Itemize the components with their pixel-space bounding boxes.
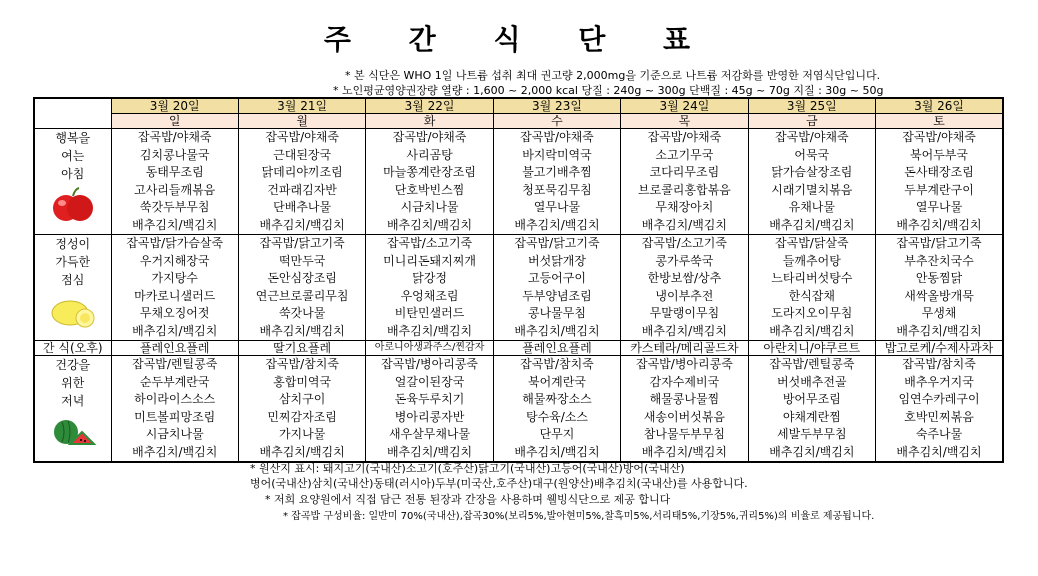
menu-item: 사리곰탕 bbox=[406, 147, 453, 162]
menu-item: 건파래김자반 bbox=[267, 182, 337, 197]
menu-item: 연근브로콜리무침 bbox=[255, 288, 349, 303]
menu-item: 잡곡밥/야채죽 bbox=[137, 130, 212, 144]
menu-item: 잡곡밥/야채죽 bbox=[265, 130, 339, 144]
dinner-cell bbox=[876, 356, 1003, 463]
menu-item: 배추김치/백김치 bbox=[769, 323, 855, 338]
menu-item: 무생채 bbox=[921, 306, 957, 320]
menu-item: 배추김치/백김치 bbox=[259, 323, 345, 338]
menu-item: 들깨추어탕 bbox=[782, 253, 841, 268]
menu-item: 도라지오이무침 bbox=[771, 306, 853, 320]
menu-item: 안동찜닭 bbox=[915, 271, 963, 285]
date-cell: 3월 25일 bbox=[748, 98, 875, 114]
menu-item: 두부양념조림 bbox=[522, 288, 592, 303]
dinner-row bbox=[34, 356, 1003, 463]
menu-item: 한식잡채 bbox=[788, 288, 835, 303]
menu-item: 세발두부무침 bbox=[777, 427, 847, 441]
menu-item: 코다리무조림 bbox=[649, 165, 720, 179]
lunch-cell bbox=[748, 235, 875, 341]
lunch-label-line: 정성이 bbox=[55, 237, 91, 251]
menu-item: 바지락미역국 bbox=[522, 147, 592, 162]
lunch-cell bbox=[366, 235, 493, 341]
menu-item: 감자수제비국 bbox=[649, 374, 720, 389]
menu-item: 느타리버섯탕수 bbox=[771, 271, 853, 285]
snack-cell: 딸기요플레 bbox=[238, 341, 365, 356]
menu-item: 잡곡밥/닭고기죽 bbox=[896, 236, 982, 250]
menu-item: 배추김치/백김치 bbox=[386, 323, 473, 338]
menu-item: 시래기멸치볶음 bbox=[771, 182, 853, 197]
menu-item: 잡곡밥/야채죽 bbox=[775, 130, 849, 144]
snack-row bbox=[34, 341, 1003, 356]
sodium-note: * 본 식단은 WHO 1일 나트륨 섭취 최대 권고량 2,000mg을 기준으로 나트륨 저감화를 반영한 저염식단입니다. bbox=[345, 69, 881, 82]
menu-item: 잡곡밥/닭살죽 bbox=[775, 236, 849, 250]
menu-item: 잡곡밥/렌틸콩죽 bbox=[132, 357, 218, 371]
watermelon-icon bbox=[48, 412, 98, 452]
date-cell: 3월 20일 bbox=[111, 98, 238, 114]
menu-item: 마늘쫑계란장조림 bbox=[383, 165, 476, 179]
menu-item: 단무지 bbox=[539, 427, 575, 441]
menu-item: 가지탕수 bbox=[151, 271, 198, 285]
menu-item: 무말랭이무침 bbox=[649, 306, 720, 320]
menu-item: 콩나물무침 bbox=[527, 306, 586, 320]
menu-item: 시금치나물 bbox=[400, 200, 459, 214]
menu-item: 비탄민샐러드 bbox=[394, 306, 465, 320]
nutrition-note: * 노인평균영양권장량 열량 : 1,600 ~ 2,000 kcal 당질 : 240g ~ 300g 단백질 : 45g ~ 70g 지질 : 30g ~ 50g bbox=[333, 84, 884, 97]
date-row bbox=[34, 98, 1003, 114]
snack-label: 간 식(오후) bbox=[34, 341, 111, 356]
menu-item: 배추김치/백김치 bbox=[896, 444, 982, 459]
menu-item: 홍합미역국 bbox=[273, 374, 332, 389]
menu-item: 동태무조림 bbox=[145, 165, 204, 179]
menu-item: 돈육두루치기 bbox=[394, 392, 465, 406]
menu-item: 무채장아치 bbox=[655, 200, 714, 214]
weekly-menu-table bbox=[33, 97, 1004, 463]
menu-item: 버섯닭개장 bbox=[527, 253, 586, 268]
menu-item: 고등어구이 bbox=[527, 271, 586, 285]
menu-item: 북어계란국 bbox=[527, 374, 586, 389]
apple-icon bbox=[48, 185, 98, 225]
page-title: 주 간 식 단 표 bbox=[323, 23, 715, 56]
menu-item: 배추김치/백김치 bbox=[896, 323, 982, 338]
menu-item: 김치콩나물국 bbox=[139, 147, 210, 162]
menu-item: 유채나물 bbox=[788, 200, 835, 214]
menu-item: 소고기무국 bbox=[655, 147, 714, 162]
menu-item: 잡곡밥/닭가슴살죽 bbox=[126, 236, 224, 250]
menu-item: 닭강정 bbox=[412, 271, 447, 285]
lunch-label-line: 가득한 bbox=[55, 255, 91, 269]
lunch-label bbox=[34, 235, 111, 341]
menu-item: 배추김치/백김치 bbox=[514, 444, 600, 459]
menu-item: 우거지해장국 bbox=[139, 253, 210, 268]
menu-item: 잡곡밥/야채죽 bbox=[647, 130, 722, 144]
menu-item: 부추잔치국수 bbox=[904, 253, 974, 268]
snack-cell: 아로니아생과주스/찐감자 bbox=[366, 341, 493, 356]
menu-item: 잡곡밥/닭고기죽 bbox=[514, 236, 600, 250]
lunch-cell bbox=[621, 235, 748, 341]
menu-item: 북어두부국 bbox=[910, 147, 968, 162]
breakfast-cell bbox=[876, 129, 1003, 235]
weekday-cell: 수 bbox=[493, 114, 620, 129]
menu-item: 병아리콩자반 bbox=[394, 409, 465, 424]
snack-cell: 플레인요플레 bbox=[493, 341, 620, 356]
menu-item: 한방보쌈/상추 bbox=[647, 271, 722, 285]
menu-item: 버섯배추전골 bbox=[777, 374, 847, 389]
menu-item: 얼갈이된장국 bbox=[394, 374, 465, 389]
menu-item: 쑥갓나물 bbox=[278, 306, 326, 320]
lunch-cell bbox=[238, 235, 365, 341]
menu-item: 잡곡밥/병아리콩죽 bbox=[636, 357, 733, 371]
menu-item: 배추김치/백김치 bbox=[769, 444, 855, 459]
breakfast-row bbox=[34, 129, 1003, 235]
menu-item: 닭데리야끼조림 bbox=[261, 165, 343, 179]
menu-item: 잡곡밥/참치죽 bbox=[520, 357, 594, 371]
snack-cell: 카스테라/메리골드차 bbox=[621, 341, 748, 356]
menu-item: 배추김치/백김치 bbox=[641, 323, 727, 338]
menu-item: 임연수카레구이 bbox=[898, 392, 980, 406]
menu-item: 하이라이스소스 bbox=[134, 392, 216, 406]
menu-item: 참나물두부무침 bbox=[643, 427, 725, 441]
menu-item: 탕수육/소스 bbox=[525, 409, 588, 424]
date-cell: 3월 23일 bbox=[493, 98, 620, 114]
menu-item: 새싹올방개묵 bbox=[904, 288, 974, 303]
menu-item: 잡곡밥/소고기죽 bbox=[641, 236, 727, 250]
menu-item: 쑥갓두부무침 bbox=[139, 200, 210, 214]
menu-item: 잡곡밥/병아리콩죽 bbox=[381, 357, 478, 371]
menu-item: 고사리들깨볶음 bbox=[134, 182, 216, 197]
menu-item: 해물짜장소스 bbox=[522, 392, 592, 406]
menu-item: 해물콩나물찜 bbox=[649, 392, 720, 406]
origin-note-continued: 병어(국내산)삼치(국내산)동태(러시아)두부(미국산,호주산)대구(원양산)배추김치(국내산)를 사용합니다. bbox=[250, 477, 748, 490]
snack-cell: 플레인요플레 bbox=[111, 341, 238, 356]
menu-item: 배추김치/백김치 bbox=[514, 217, 600, 232]
menu-item: 배추김치/백김치 bbox=[132, 217, 218, 232]
dinner-cell bbox=[366, 356, 493, 463]
corner-cell bbox=[34, 98, 111, 129]
menu-item: 콩가루쑥국 bbox=[655, 253, 714, 268]
grain-note: * 잡곡밥 구성비율: 일반미 70%(국내산),잡곡30%(보리5%,발아현미5%,찰흑미5%,서리태5%,기장5%,귀리5%)의 비율로 제공됩니다. bbox=[283, 511, 875, 522]
menu-item: 배추김치/백김치 bbox=[641, 444, 727, 459]
dinner-cell bbox=[238, 356, 365, 463]
lunch-cell bbox=[111, 235, 238, 341]
dinner-label-line: 위한 bbox=[61, 376, 85, 390]
sauce-note: * 저희 요양원에서 직접 담근 전통 된장과 간장을 사용하며 웰빙식단으로 제공 합니다 bbox=[265, 493, 671, 506]
weekday-cell: 금 bbox=[748, 114, 875, 129]
menu-item: 호박민찌볶음 bbox=[904, 409, 974, 424]
menu-item: 미트볼피망조림 bbox=[134, 409, 216, 424]
menu-item: 돈안심장조림 bbox=[267, 271, 337, 285]
breakfast-label bbox=[34, 129, 111, 235]
date-cell: 3월 24일 bbox=[621, 98, 748, 114]
lunch-cell bbox=[876, 235, 1003, 341]
menu-item: 닭가슴살장조림 bbox=[771, 165, 853, 179]
menu-item: 잡곡밥/야채죽 bbox=[902, 130, 976, 144]
menu-item: 단호박빈스찜 bbox=[394, 182, 465, 197]
menu-item: 삼치구이 bbox=[278, 392, 326, 406]
dinner-label-line: 저녁 bbox=[61, 394, 85, 408]
menu-item: 배추김치/백김치 bbox=[514, 323, 600, 338]
menu-item: 열무나물 bbox=[533, 200, 581, 214]
menu-item: 배추김치/백김치 bbox=[259, 444, 345, 459]
menu-item: 배추김치/백김치 bbox=[386, 217, 473, 232]
menu-item: 새송이버섯볶음 bbox=[643, 409, 725, 424]
menu-item: 배추김치/백김치 bbox=[132, 323, 218, 338]
menu-item: 민찌감자조림 bbox=[267, 409, 337, 424]
menu-item: 냉이부추전 bbox=[655, 288, 714, 303]
weekday-cell: 화 bbox=[366, 114, 493, 129]
menu-item: 불고기배추찜 bbox=[522, 165, 592, 179]
breakfast-label-line: 여는 bbox=[61, 149, 85, 163]
breakfast-cell bbox=[111, 129, 238, 235]
menu-item: 어묵국 bbox=[794, 147, 830, 162]
menu-item: 돈사태장조림 bbox=[904, 165, 974, 179]
weekday-cell: 일 bbox=[111, 114, 238, 129]
menu-item: 우엉채조림 bbox=[400, 288, 459, 303]
dinner-cell bbox=[748, 356, 875, 463]
menu-item: 배추김치/백김치 bbox=[896, 217, 982, 232]
weekday-cell: 토 bbox=[876, 114, 1003, 129]
menu-item: 배추김치/백김치 bbox=[132, 444, 218, 459]
menu-item: 새우살무채나물 bbox=[388, 427, 471, 441]
menu-item: 시금치나물 bbox=[145, 427, 204, 441]
menu-item: 근대된장국 bbox=[273, 147, 332, 162]
menu-item: 떡만두국 bbox=[278, 253, 326, 268]
breakfast-cell bbox=[493, 129, 620, 235]
menu-item: 무채오징어젓 bbox=[139, 306, 210, 320]
dinner-cell bbox=[621, 356, 748, 463]
dinner-cell bbox=[493, 356, 620, 463]
origin-note: * 원산지 표시: 돼지고기(국내산)소고기(호주산)닭고기(국내산)고등어(국내산)방어(국내산) bbox=[250, 462, 685, 475]
snack-cell: 밥고로케/수제사과차 bbox=[876, 341, 1003, 356]
lunch-cell bbox=[493, 235, 620, 341]
menu-item: 마카로니샐러드 bbox=[134, 288, 216, 303]
menu-item: 청포묵김무침 bbox=[522, 182, 592, 197]
date-cell: 3월 22일 bbox=[366, 98, 493, 114]
menu-item: 숙주나물 bbox=[915, 427, 963, 441]
breakfast-label-line: 아침 bbox=[61, 167, 85, 181]
menu-item: 잡곡밥/야채죽 bbox=[520, 130, 594, 144]
menu-item: 잡곡밥/렌틸콩죽 bbox=[769, 357, 855, 371]
menu-item: 가지나물 bbox=[278, 427, 326, 441]
menu-item: 잡곡밥/닭고기죽 bbox=[259, 236, 345, 250]
breakfast-cell bbox=[238, 129, 365, 235]
menu-item: 배추우거지국 bbox=[904, 374, 974, 389]
menu-item: 야채계란찜 bbox=[782, 409, 841, 424]
breakfast-cell bbox=[366, 129, 493, 235]
snack-cell: 아란치니/야쿠르트 bbox=[748, 341, 875, 356]
breakfast-cell bbox=[621, 129, 748, 235]
menu-item: 배추김치/백김치 bbox=[769, 217, 855, 232]
date-cell: 3월 21일 bbox=[238, 98, 365, 114]
menu-item: 두부계란구이 bbox=[904, 182, 974, 197]
menu-item: 방어무조림 bbox=[782, 392, 841, 406]
breakfast-cell bbox=[748, 129, 875, 235]
dinner-cell bbox=[111, 356, 238, 463]
menu-item: 잡곡밥/소고기죽 bbox=[386, 236, 473, 250]
lunch-row bbox=[34, 235, 1003, 341]
date-cell: 3월 26일 bbox=[876, 98, 1003, 114]
menu-item: 열무나물 bbox=[915, 200, 963, 214]
lunch-label-line: 점심 bbox=[61, 273, 85, 287]
menu-item: 배추김치/백김치 bbox=[641, 217, 727, 232]
weekday-row bbox=[34, 114, 1003, 129]
menu-item: 배추김치/백김치 bbox=[259, 217, 345, 232]
weekday-cell: 월 bbox=[238, 114, 365, 129]
menu-item: 미니리돈돼지찌개 bbox=[383, 253, 476, 268]
menu-item: 브로콜리홍합볶음 bbox=[638, 182, 731, 197]
menu-item: 잡곡밥/참치죽 bbox=[902, 357, 976, 371]
lemon-icon bbox=[48, 291, 98, 331]
weekday-cell: 목 bbox=[621, 114, 748, 129]
menu-item: 잡곡밥/야채죽 bbox=[392, 130, 467, 144]
menu-item: 배추김치/백김치 bbox=[386, 444, 473, 459]
dinner-label bbox=[34, 356, 111, 463]
dinner-label-line: 건강을 bbox=[55, 358, 91, 372]
breakfast-label-line: 행복을 bbox=[55, 131, 91, 145]
menu-item: 순두부계란국 bbox=[139, 374, 210, 389]
menu-item: 단배추나물 bbox=[273, 200, 332, 214]
menu-item: 잡곡밥/참치죽 bbox=[265, 357, 339, 371]
